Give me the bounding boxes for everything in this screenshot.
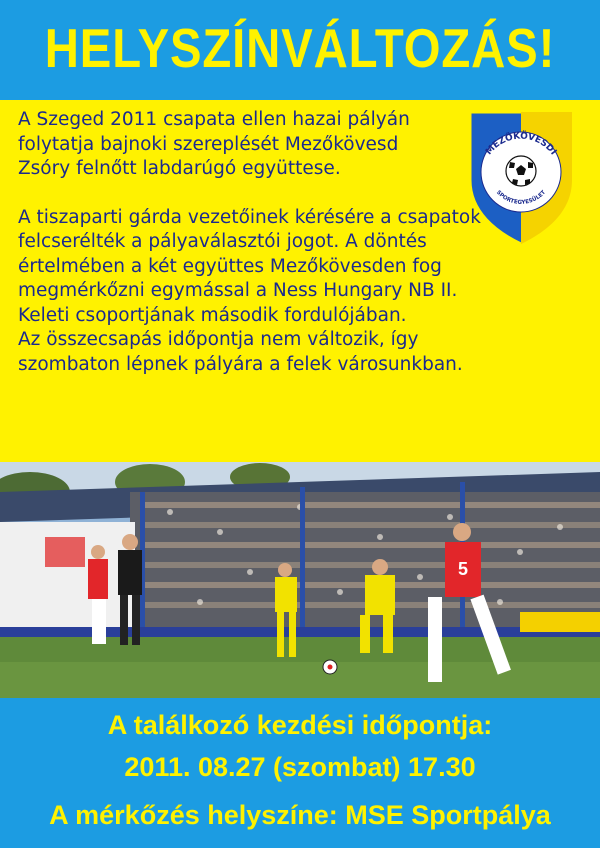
paragraph-2-line: Az összecsapás időpontja nem változik, így <box>18 329 419 350</box>
venue: A mérkőzés helyszíne: MSE Sportpálya <box>49 800 551 830</box>
paragraph-2-line: Keleti csoportjának második fordulójában. <box>18 304 407 326</box>
paragraph-2-line: felcserélték a pályaválasztói jogot. A döntés <box>18 231 427 252</box>
club-crest <box>466 108 576 248</box>
player-number: 5 <box>457 559 469 579</box>
paragraph-2-line: értelmében a két együttes Mezőkövesden fog <box>18 255 442 277</box>
paragraph-2-line: A tiszaparti gárda vezetőinek kérésére a csapatok <box>18 206 481 228</box>
ball-icon <box>323 660 337 674</box>
crest-top-text: MEZŐKÖVESDI <box>484 131 559 158</box>
kickoff-label: A találkozó kezdési időpontja: <box>107 710 493 740</box>
paragraph-1: A Szeged 2011 csapata ellen hazai pályán folytatja bajnoki szereplését Mezőkövesd Zsóry felnőtt labdarúgó együttese. <box>18 109 410 179</box>
headline: HELYSZÍNVÁLTOZÁS! <box>44 17 556 79</box>
match-photo <box>0 462 600 698</box>
kickoff-datetime: 2011. 08.27 (szombat) 17.30 <box>124 752 476 782</box>
paragraph-2-line: szombaton lépnek pályára a felek városunkban. <box>18 353 463 375</box>
crest-bottom-text: SPORTEGYESÜLET <box>494 189 548 206</box>
paragraph-2-line: megmérkőzni egymással a Ness Hungary NB II. <box>18 280 458 301</box>
soccer-ball-icon <box>506 156 536 186</box>
